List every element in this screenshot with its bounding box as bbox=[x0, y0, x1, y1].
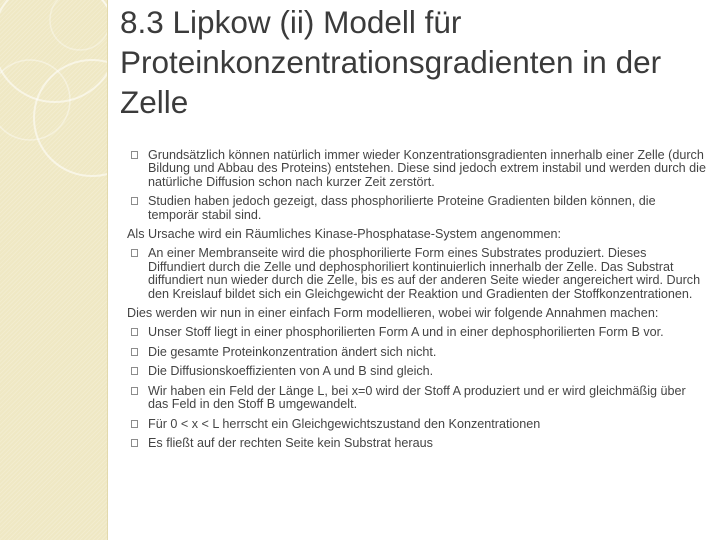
bullet-text: Grundsätzlich können natürlich immer wieder Konzentrationsgradienten innerhalb einer Zelle (durch Bildung und Abbau des Proteins) entstehen. Diese sind jedoch extrem instabil und werden durch die natürliche Diffusion schon nach kurzer Zeit zerstört. bbox=[148, 148, 706, 189]
decorative-side-panel bbox=[0, 0, 107, 540]
paragraph-text: Als Ursache wird ein Räumliches Kinase-Phosphatase-System angenommen: bbox=[127, 227, 561, 242]
square-bullet-icon bbox=[131, 328, 138, 336]
square-bullet-icon bbox=[131, 151, 138, 159]
bullet-item bbox=[127, 385, 707, 412]
decorative-circles-graphic bbox=[0, 0, 107, 540]
bullet-item bbox=[127, 247, 707, 301]
bullet-text: Für 0 < x < L herrscht ein Gleichgewichtszustand den Konzentrationen bbox=[148, 416, 541, 431]
square-bullet-icon bbox=[131, 420, 138, 428]
bullet-text: Unser Stoff liegt in einer phosphorilierten Form A und in einer dephosphorilierten Form B vor. bbox=[148, 325, 664, 340]
side-divider bbox=[107, 0, 111, 540]
bullet-item bbox=[127, 326, 707, 339]
bullet-item bbox=[127, 346, 707, 359]
paragraph-text: Dies werden wir nun in einer einfach Form modellieren, wobei wir folgende Annahmen machen: bbox=[127, 306, 659, 321]
square-bullet-icon bbox=[131, 348, 138, 356]
square-bullet-icon bbox=[131, 367, 138, 375]
bullet-item bbox=[127, 437, 707, 450]
slide-content bbox=[127, 149, 707, 456]
square-bullet-icon bbox=[131, 249, 138, 257]
bullet-text: An einer Membranseite wird die phosphorilierte Form eines Substrates produziert. Dieses Diffundiert durch die Zelle und dephosphoriliert kontinuierlich innerhalb der Zelle. Das Substrat diffundiert nun wieder durch die Zelle, bis es auf der anderen Seite wieder angereichert wird. Durch den Kreislauf bildet sich ein Gleichgewicht der Reaktion und Gradienten der Stoffkonzentrationen. bbox=[148, 246, 701, 301]
slide-title: 8.3 Lipkow (ii) Modell für Proteinkonzentrationsgradienten in der Zelle bbox=[120, 4, 662, 120]
bullet-text: Wir haben ein Feld der Länge L, bei x=0 wird der Stoff A produziert und er wird gleichmäßig über das Feld in den Stoff B umgewandelt. bbox=[148, 383, 686, 412]
bullet-text: Die Diffusionskoeffizienten von A und B sind gleich. bbox=[148, 364, 434, 379]
bullet-item bbox=[127, 418, 707, 431]
bullet-text: Studien haben jedoch gezeigt, dass phosphorilierte Proteine Gradienten bilden können, die temporär stabil sind. bbox=[148, 194, 656, 222]
bullet-item bbox=[127, 365, 707, 378]
square-bullet-icon bbox=[131, 387, 138, 395]
bullet-item bbox=[127, 149, 707, 189]
bullet-text: Die gesamte Proteinkonzentration ändert sich nicht. bbox=[148, 344, 437, 359]
square-bullet-icon bbox=[131, 197, 138, 205]
square-bullet-icon bbox=[131, 439, 138, 447]
bullet-text: Es fließt auf der rechten Seite kein Substrat heraus bbox=[148, 435, 433, 450]
bullet-item bbox=[127, 195, 707, 222]
